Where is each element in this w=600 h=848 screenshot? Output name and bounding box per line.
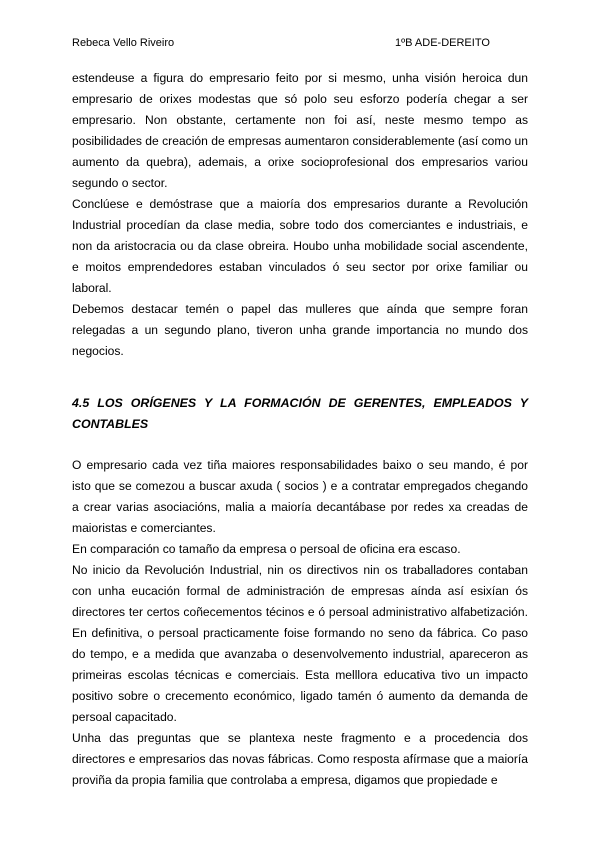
document-body <box>72 68 528 791</box>
paragraph: En comparación co tamaño da empresa o persoal de oficina era escaso. <box>72 542 461 556</box>
paragraph: estendeuse a figura do empresario feito por si mesmo, unha visión heroica dun empresario de orixes modestas que só polo seu esforzo podería chegar a ser empresario. Non obstante, certamente non foi así, neste mesmo tempo as posibilidades de creación de empresas aumentaron considerablemente (así como un aumento da quebra), ademais, a orixe socioprofesional dos empresarios variou segundo o sector. <box>72 71 528 190</box>
paragraph: O empresario cada vez tiña maiores responsabilidades baixo o seu mando, é por isto que se comezou a buscar axuda ( socios ) e a contratar empregados chegando a crear varias asociacións, malia a maioría decantábase por redes xa creadas de maioristas e comerciantes. <box>72 458 528 535</box>
paragraph: Debemos destacar temén o papel das mulleres que aínda que sempre foran relegadas a un segundo plano, tiveron unha grande importancia no mundo dos negocios. <box>72 302 528 358</box>
header-author: Rebeca Vello Riveiro <box>72 37 175 49</box>
paragraph: No inicio da Revolución Industrial, nin os directivos nin os traballadores contaban con unha eucación formal de administración de empresas aínda así esixían ós directores ter certos coñecementos técinos e ó persoal administrativo alfabetización. En definitiva, o persoal practicamente foise formando no seno da fábrica. Co paso do tempo, e a medida que avanzaba o desenvolvemento industrial, apareceron as primeiras escolas técnicas e comerciais. Esta melllora educativa tivo un impacto positivo sobre o crecemento económico, ligado tamén ó aumento da demanda de persoal capacitado. <box>72 563 528 724</box>
spacer <box>72 435 528 455</box>
section-heading: 4.5 LOS ORÍGENES Y LA FORMACIÓN DE GERENTES, EMPLEADOS Y CONTABLES <box>72 396 528 431</box>
paragraph: Conclúese e demóstrase que a maioría dos empresarios durante a Revolución Industrial procedían da clase media, sobre todo dos comerciantes e industriais, e non da aristocracia ou da clase obreira. Houbo unha mobilidade social ascendente, e moitos emprendedores estaban vinculados ó seu sector por orixe familiar ou laboral. <box>72 197 528 295</box>
header-course: 1ºB ADE-DEREITO <box>395 37 490 49</box>
paragraph: Unha das preguntas que se plantexa neste fragmento e a procedencia dos directores e empresarios das novas fábricas. Como resposta afírmase que a maioría proviña da propia familia que controlaba a empresa, digamos que propiedade e <box>72 731 528 787</box>
